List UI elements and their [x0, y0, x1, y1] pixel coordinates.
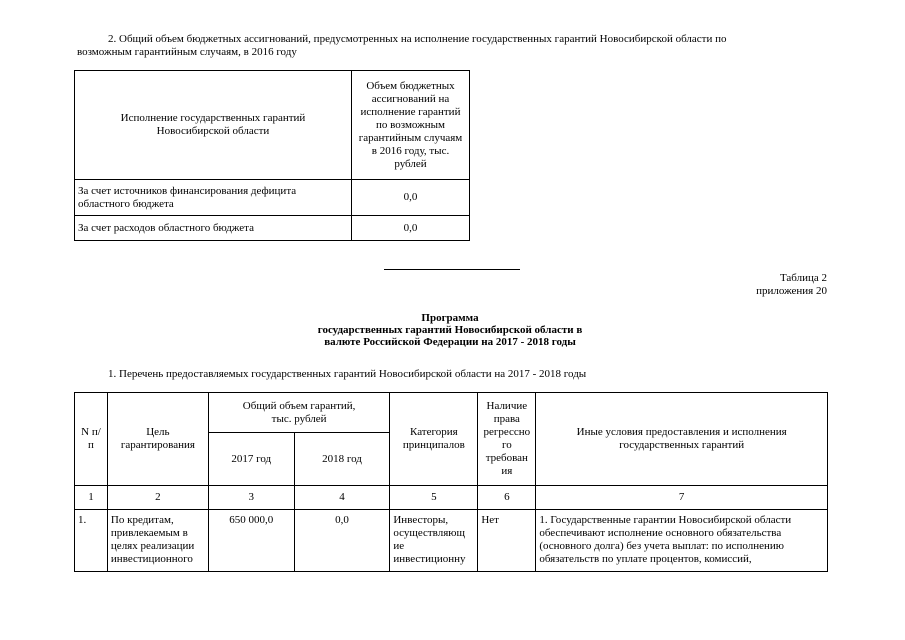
header-other-conditions: Иные условия предоставления и исполнения государственных гарантий — [536, 393, 828, 486]
row-value-2017: 650 000,0 — [208, 510, 294, 572]
header-2017: 2017 год — [208, 433, 294, 486]
col-number: 2 — [107, 486, 208, 510]
column-numbers-row — [75, 486, 828, 510]
table2-caption-line2: приложения 20 — [756, 285, 827, 297]
col-number: 7 — [536, 486, 828, 510]
budget-row-value: 0,0 — [352, 216, 470, 241]
other-line: обеспечивают исполнение основного обязательства — [539, 527, 782, 539]
header-regress: Наличие права регрессно го требован ия — [478, 393, 536, 486]
table-row — [75, 216, 470, 241]
section2-heading-line2: возможным гарантийным случаям, в 2016 году — [77, 46, 297, 58]
header-total: Общий объем гарантий, тыс. рублей — [208, 393, 389, 433]
guarantees-table — [74, 392, 828, 572]
row-value-2018: 0,0 — [294, 510, 390, 572]
header-goal: Цель гарантирования — [107, 393, 208, 486]
table2-caption-line1: Таблица 2 — [779, 272, 827, 284]
row-regress: Нет — [478, 510, 536, 572]
header-category: Категория принципалов — [390, 393, 478, 486]
other-line: 1. Государственные гарантии Новосибирской области — [539, 514, 792, 526]
budget-allocation-table — [74, 70, 470, 241]
col-number: 1 — [75, 486, 108, 510]
program-title-line1: Программа — [421, 312, 479, 324]
budget-row-label: За счет расходов областного бюджета — [75, 216, 352, 241]
separator-line — [384, 269, 520, 270]
col-number: 6 — [478, 486, 536, 510]
header-2018: 2018 год — [294, 433, 390, 486]
section2-heading-line1: 2. Общий объем бюджетных ассигнований, предусмотренных на исполнение государственных гарантий Новосибирской области по — [108, 33, 727, 45]
other-line: (основного долга) без учета выплат: по исполнению — [539, 540, 784, 552]
row-goal: По кредитам, привлекаемым в целях реализации инвестиционного — [107, 510, 208, 572]
budget-row-label: За счет источников финансирования дефицита областного бюджета — [75, 180, 352, 216]
header-num: N п/п — [75, 393, 108, 486]
col-number: 3 — [208, 486, 294, 510]
table-row — [75, 510, 828, 572]
budget-table-header-amount: Объем бюджетных ассигнований на исполнение гарантий по возможным гарантийным случаям в 2016 году, тыс. рублей — [352, 71, 470, 180]
budget-table-header-execution: Исполнение государственных гарантий Новосибирской области — [75, 71, 352, 180]
budget-row-value: 0,0 — [352, 180, 470, 216]
col-number: 5 — [390, 486, 478, 510]
row-num: 1. — [75, 510, 108, 572]
list-heading: 1. Перечень предоставляемых государственных гарантий Новосибирской области на 2017 - 2018 годы — [108, 368, 587, 380]
row-category: Инвесторы, осуществляющ ие инвестиционну — [390, 510, 478, 572]
program-title-line3: валюте Российской Федерации на 2017 - 2018 годы — [324, 336, 576, 348]
row-other-conditions — [536, 510, 828, 572]
program-title — [250, 312, 650, 348]
other-line: обязательств по уплате процентов, комиссий, — [539, 553, 752, 565]
program-title-line2: государственных гарантий Новосибирской области в — [317, 324, 583, 336]
table-row — [75, 180, 470, 216]
col-number: 4 — [294, 486, 390, 510]
